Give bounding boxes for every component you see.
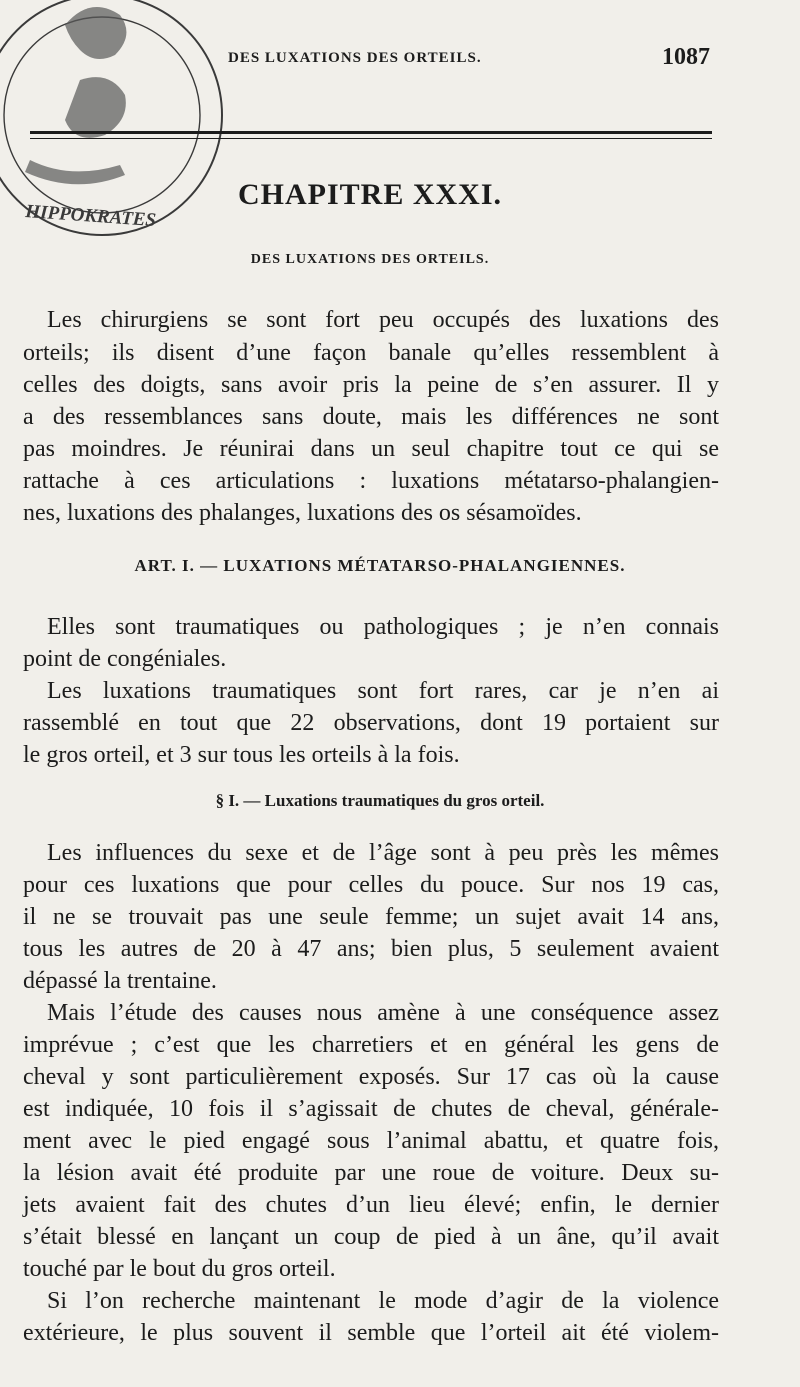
text-line: celles des doigts, sans avoir pris la peine de s’en assurer. Il y	[23, 372, 719, 398]
chapter-subtitle: DES LUXATIONS DES ORTEILS.	[250, 252, 490, 267]
text-line: imprévue ; c’est que les charretiers et en général les gens de	[23, 1032, 719, 1058]
chapter-title: CHAPITRE XXXI.	[237, 178, 503, 211]
text-line: Elles sont traumatiques ou pathologiques ; je n’en connais	[47, 614, 719, 640]
text-line: jets avaient fait des chutes d’un lieu élevé; enfin, le dernier	[23, 1192, 719, 1218]
header-rule-thin	[30, 138, 712, 139]
text-line: orteils; ils disent d’une façon banale qu’elles ressemblent à	[23, 340, 719, 366]
text-line: ment avec le pied engagé sous l’animal abattu, et quatre fois,	[23, 1128, 719, 1154]
text-line: rassemblé en tout que 22 observations, dont 19 portaient sur	[23, 710, 719, 736]
running-head: DES LUXATIONS DES ORTEILS.	[228, 50, 482, 66]
text-line: Les chirurgiens se sont fort peu occupés des luxations des	[47, 307, 719, 333]
text-line: tous les autres de 20 à 47 ans; bien plus, 5 seulement avaient	[23, 936, 719, 962]
text-line: pour ces luxations que pour celles du pouce. Sur nos 19 cas,	[23, 872, 719, 898]
text-line: cheval y sont particulièrement exposés. Sur 17 cas où la cause	[23, 1064, 719, 1090]
text-line: le gros orteil, et 3 sur tous les orteils à la fois.	[23, 742, 460, 768]
text-line: Les influences du sexe et de l’âge sont à peu près les mêmes	[47, 840, 719, 866]
article-heading: ART. I. — LUXATIONS MÉTATARSO-PHALANGIENNES.	[134, 556, 626, 575]
header-rule-thick	[30, 131, 712, 134]
text-line: a des ressemblances sans doute, mais les différences ne sont	[23, 404, 719, 430]
text-line: pas moindres. Je réunirai dans un seul chapitre tout ce qui se	[23, 436, 719, 462]
text-line: extérieure, le plus souvent il semble que l’orteil ait été violem-	[23, 1320, 719, 1346]
text-line: Si l’on recherche maintenant le mode d’agir de la violence	[47, 1288, 719, 1314]
text-line: rattache à ces articulations : luxations métatarso-phalangien-	[23, 468, 719, 494]
text-line: touché par le bout du gros orteil.	[23, 1256, 336, 1282]
stamp-label: HIPPOKRATES	[24, 201, 157, 232]
page-number: 1087	[662, 44, 710, 70]
text-line: est indiquée, 10 fois il s’agissait de chutes de cheval, générale-	[23, 1096, 719, 1122]
text-line: il ne se trouvait pas une seule femme; un sujet avait 14 ans,	[23, 904, 719, 930]
text-line: Les luxations traumatiques sont fort rares, car je n’en ai	[47, 678, 719, 704]
section-heading: § I. — Luxations traumatiques du gros orteil.	[215, 791, 545, 810]
library-stamp	[0, 0, 245, 270]
text-line: nes, luxations des phalanges, luxations des os sésamoïdes.	[23, 500, 582, 526]
text-line: Mais l’étude des causes nous amène à une conséquence assez	[47, 1000, 719, 1026]
text-line: s’était blessé en lançant un coup de pied à un âne, qu’il avait	[23, 1224, 719, 1250]
text-line: dépassé la trentaine.	[23, 968, 217, 994]
text-line: point de congéniales.	[23, 646, 227, 672]
text-line: la lésion avait été produite par une roue de voiture. Deux su-	[23, 1160, 719, 1186]
